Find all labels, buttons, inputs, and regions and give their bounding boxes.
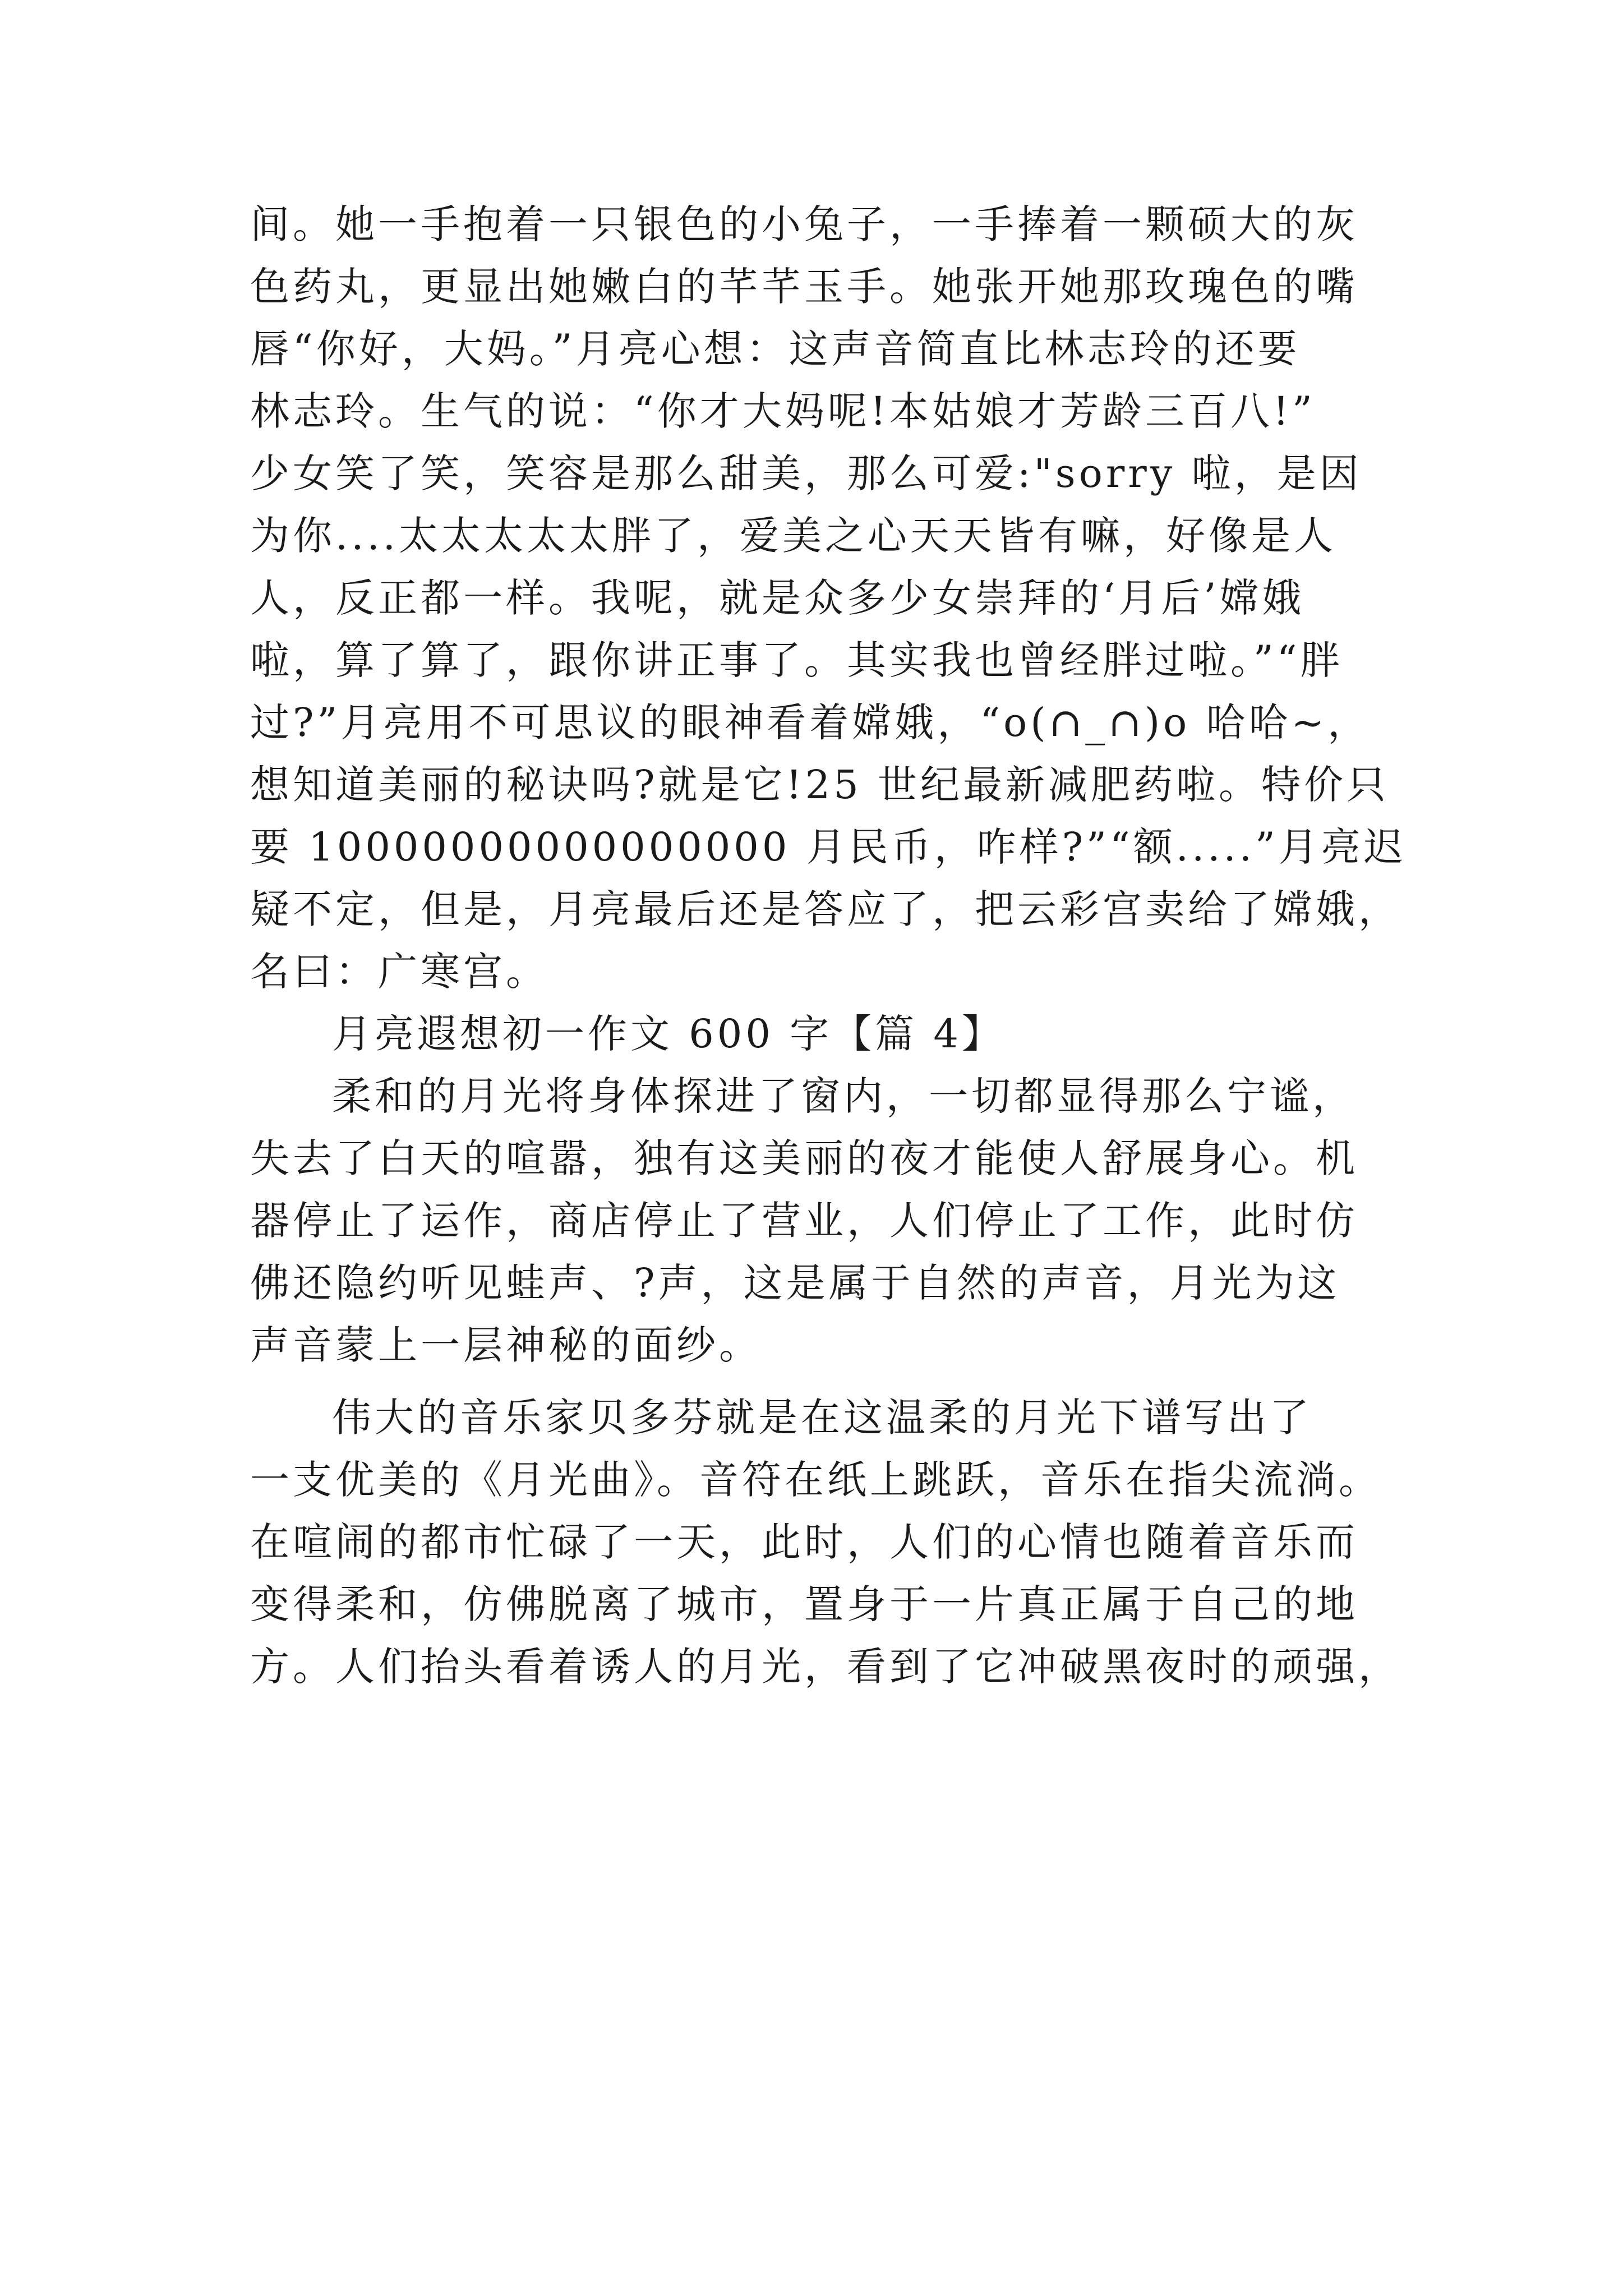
text-line: 器停止了运作，商店停止了营业，人们停止了工作，此时仿 (250, 1198, 1358, 1244)
paragraph-first-line: 伟大的音乐家贝多芬就是在这温柔的月光下谱写出了 (332, 1395, 1312, 1441)
text-line: 声音蒙上一层神秘的面纱。 (250, 1322, 762, 1368)
text-line: 要 10000000000000000 月民币，咋样?”“额.....”月亮迟 (250, 824, 1407, 870)
text-line: 过?”月亮用不可思议的眼神看着嫦娥，“o(∩_∩)o 哈哈~， (250, 700, 1371, 746)
paragraph-first-line: 柔和的月光将身体探进了窗内，一切都显得那么宁谧， (332, 1073, 1355, 1119)
text-line: 唇“你好，大妈。”月亮心想：这声音简直比林志玲的还要 (250, 326, 1301, 372)
text-line: 变得柔和，仿佛脱离了城市，置身于一片真正属于自己的地 (250, 1581, 1358, 1627)
text-line: 为你....太太太太太胖了，爱美之心天天皆有嘛，好像是人 (250, 513, 1337, 559)
text-line: 方。人们抬头看着诱人的月光，看到了它冲破黑夜时的顽强， (250, 1644, 1401, 1690)
text-line: 疑不定，但是，月亮最后还是答应了，把云彩宫卖给了嫦娥， (250, 886, 1401, 932)
document-body (250, 194, 1407, 1698)
text-line: 想知道美丽的秘诀吗?就是它!25 世纪最新减肥药啦。特价只 (250, 762, 1389, 808)
text-line: 人，反正都一样。我呢，就是众多少女崇拜的‘月后’嫦娥 (250, 575, 1305, 621)
text-line: 失去了白天的喧嚣，独有这美丽的夜才能使人舒展身心。机 (250, 1135, 1358, 1181)
text-line: 啦，算了算了，跟你讲正事了。其实我也曾经胖过啦。”“胖 (250, 637, 1343, 683)
text-line: 林志玲。生气的说：“你才大妈呢!本姑娘才芳龄三百八!” (250, 388, 1316, 434)
text-line: 一支优美的《月光曲》。音符在纸上跳跃，音乐在指尖流淌。 (250, 1457, 1381, 1503)
text-line: 在喧闹的都市忙碌了一天，此时，人们的心情也随着音乐而 (250, 1519, 1358, 1565)
text-line: 佛还隐约听见蛙声、?声，这是属于自然的声音，月光为这 (250, 1260, 1340, 1306)
text-line: 名曰：广寒宫。 (250, 949, 548, 995)
section-heading: 月亮遐想初一作文 600 字【篇 4】 (332, 1011, 1004, 1057)
text-line: 间。她一手抱着一只银色的小兔子，一手捧着一颗硕大的灰 (250, 201, 1358, 247)
text-line: 少女笑了笑，笑容是那么甜美，那么可爱:"sorry 啦，是因 (250, 450, 1362, 496)
text-line: 色药丸，更显出她嫩白的芊芊玉手。她张开她那玫瑰色的嘴 (250, 264, 1358, 310)
